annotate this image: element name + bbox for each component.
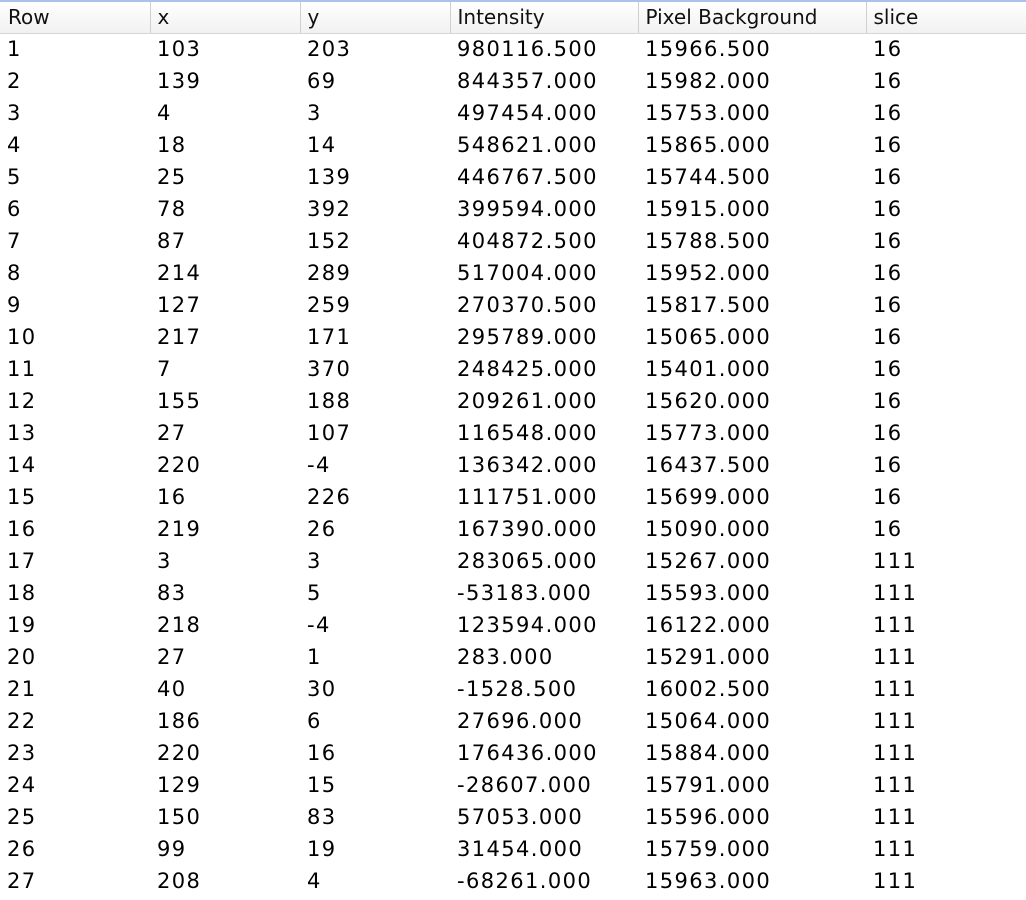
- row-number-cell: 13: [7, 421, 37, 445]
- intensity-cell: 517004.000: [457, 261, 598, 285]
- table-row[interactable]: [0, 65, 1026, 97]
- y-cell: 19: [307, 837, 337, 861]
- x-cell: 103: [157, 37, 202, 62]
- y-cell: 6: [307, 709, 322, 733]
- pixel-background-cell: 15291.000: [645, 645, 772, 669]
- row-number-cell: 27: [7, 869, 37, 893]
- table-row[interactable]: [0, 449, 1026, 481]
- slice-cell: 111: [873, 869, 918, 893]
- y-cell: 392: [307, 197, 352, 221]
- intensity-cell: 446767.500: [457, 165, 598, 189]
- pixel-background-cell: 15753.000: [645, 101, 772, 125]
- slice-cell: 16: [873, 133, 903, 157]
- x-cell: 78: [157, 197, 187, 221]
- slice-cell: 16: [873, 69, 903, 93]
- table-row[interactable]: [0, 193, 1026, 225]
- intensity-cell: 57053.000: [457, 805, 584, 829]
- pixel-background-cell: 16437.500: [645, 453, 772, 477]
- pixel-background-cell: 15759.000: [645, 837, 772, 861]
- y-cell: 3: [307, 549, 322, 573]
- slice-cell: 111: [873, 741, 918, 765]
- slice-cell: 111: [873, 581, 918, 605]
- slice-cell: 111: [873, 613, 918, 637]
- x-cell: 214: [157, 261, 202, 285]
- pixel-background-cell: 15699.000: [645, 485, 772, 509]
- row-number-cell: 11: [7, 357, 37, 381]
- intensity-cell: -68261.000: [457, 869, 593, 893]
- table-row[interactable]: [0, 353, 1026, 385]
- intensity-cell: 116548.000: [457, 421, 598, 445]
- y-cell: 5: [307, 581, 322, 605]
- x-cell: 99: [157, 837, 187, 861]
- x-cell: 27: [157, 645, 187, 669]
- intensity-cell: 497454.000: [457, 101, 598, 125]
- row-number-cell: 10: [7, 325, 37, 349]
- intensity-cell: 136342.000: [457, 453, 598, 477]
- x-cell: 220: [157, 741, 202, 765]
- intensity-cell: 844357.000: [457, 69, 598, 93]
- table-row[interactable]: [0, 705, 1026, 737]
- y-cell: 226: [307, 485, 352, 509]
- x-cell: 150: [157, 805, 202, 829]
- row-number-cell: 14: [7, 453, 37, 477]
- x-cell: 127: [157, 293, 202, 317]
- y-cell: 69: [307, 69, 337, 93]
- column-header-intensity[interactable]: Intensity: [450, 1, 638, 33]
- row-number-cell: 6: [7, 197, 22, 221]
- x-cell: 16: [157, 485, 187, 509]
- row-number-cell: 12: [7, 389, 37, 413]
- y-cell: 16: [307, 741, 337, 765]
- row-number-cell: 22: [7, 709, 37, 733]
- table-row[interactable]: [0, 97, 1026, 129]
- x-cell: 27: [157, 421, 187, 445]
- y-cell: 152: [307, 229, 352, 253]
- x-cell: 83: [157, 581, 187, 605]
- intensity-cell: 176436.000: [457, 741, 598, 765]
- slice-cell: 16: [873, 421, 903, 445]
- slice-cell: 16: [873, 165, 903, 189]
- slice-cell: 16: [873, 517, 903, 541]
- y-cell: 15: [307, 773, 337, 797]
- x-cell: 40: [157, 677, 187, 701]
- intensity-cell: 399594.000: [457, 197, 598, 221]
- intensity-cell: 283065.000: [457, 549, 598, 573]
- intensity-cell: 548621.000: [457, 133, 598, 157]
- y-cell: 30: [307, 677, 337, 701]
- y-cell: 289: [307, 261, 352, 285]
- x-cell: 219: [157, 517, 202, 541]
- x-cell: 7: [157, 357, 172, 381]
- y-cell: 203: [307, 37, 352, 62]
- intensity-cell: 27696.000: [457, 709, 584, 733]
- x-cell: 218: [157, 613, 202, 637]
- y-cell: 83: [307, 805, 337, 829]
- y-cell: 370: [307, 357, 352, 381]
- table-row[interactable]: [0, 289, 1026, 321]
- slice-cell: 111: [873, 805, 918, 829]
- pixel-background-cell: 15064.000: [645, 709, 772, 733]
- pixel-background-cell: 15593.000: [645, 581, 772, 605]
- y-cell: 259: [307, 293, 352, 317]
- row-number-cell: 4: [7, 133, 22, 157]
- table-row[interactable]: [0, 385, 1026, 417]
- x-cell: 25: [157, 165, 187, 189]
- x-cell: 220: [157, 453, 202, 477]
- table-row[interactable]: [0, 33, 1026, 65]
- intensity-cell: 111751.000: [457, 485, 598, 509]
- y-cell: 3: [307, 101, 322, 125]
- row-number-cell: 8: [7, 261, 22, 285]
- slice-cell: 111: [873, 709, 918, 733]
- row-number-cell: 18: [7, 581, 37, 605]
- intensity-cell: 123594.000: [457, 613, 598, 637]
- table-row[interactable]: [0, 481, 1026, 513]
- column-header-x[interactable]: x: [150, 1, 300, 33]
- slice-cell: 16: [873, 261, 903, 285]
- pixel-background-cell: 15982.000: [645, 69, 772, 93]
- table-row[interactable]: [0, 769, 1026, 801]
- row-number-cell: 7: [7, 229, 22, 253]
- y-cell: 188: [307, 389, 352, 413]
- pixel-background-cell: 15401.000: [645, 357, 772, 381]
- table-row[interactable]: [0, 545, 1026, 577]
- row-number-cell: 23: [7, 741, 37, 765]
- intensity-cell: -28607.000: [457, 773, 593, 797]
- slice-cell: 16: [873, 325, 903, 349]
- slice-cell: 16: [873, 485, 903, 509]
- slice-cell: 111: [873, 677, 918, 701]
- x-cell: 3: [157, 549, 172, 573]
- column-header-row[interactable]: Row: [0, 1, 150, 33]
- table-row[interactable]: [0, 513, 1026, 545]
- pixel-background-cell: 15773.000: [645, 421, 772, 445]
- slice-cell: 16: [873, 293, 903, 317]
- x-cell: 18: [157, 133, 187, 157]
- slice-cell: 16: [873, 197, 903, 221]
- x-cell: 139: [157, 69, 202, 93]
- row-number-cell: 2: [7, 69, 22, 93]
- intensity-cell: 980116.500: [457, 37, 598, 62]
- row-number-cell: 17: [7, 549, 37, 573]
- table-row[interactable]: [0, 577, 1026, 609]
- table-row[interactable]: [0, 161, 1026, 193]
- slice-cell: 111: [873, 837, 918, 861]
- row-number-cell: 16: [7, 517, 37, 541]
- pixel-background-cell: 15065.000: [645, 325, 772, 349]
- slice-cell: 16: [873, 229, 903, 253]
- table-row[interactable]: [0, 641, 1026, 673]
- slice-cell: 111: [873, 773, 918, 797]
- pixel-background-cell: 15788.500: [645, 229, 772, 253]
- column-header-slice[interactable]: slice: [866, 1, 1026, 33]
- table-row[interactable]: [0, 833, 1026, 865]
- pixel-background-cell: 16122.000: [645, 613, 772, 637]
- table-body: [0, 33, 1026, 897]
- row-number-cell: 1: [7, 37, 22, 62]
- slice-cell: 111: [873, 645, 918, 669]
- pixel-background-cell: 15090.000: [645, 517, 772, 541]
- y-cell: 26: [307, 517, 337, 541]
- intensity-cell: 209261.000: [457, 389, 598, 413]
- intensity-cell: 404872.500: [457, 229, 598, 253]
- row-number-cell: 26: [7, 837, 37, 861]
- pixel-background-cell: 15817.500: [645, 293, 772, 317]
- y-cell: 171: [307, 325, 352, 349]
- pixel-background-cell: 15915.000: [645, 197, 772, 221]
- slice-cell: 16: [873, 101, 903, 125]
- row-number-cell: 5: [7, 165, 22, 189]
- row-number-cell: 3: [7, 101, 22, 125]
- table-row[interactable]: [0, 737, 1026, 769]
- intensity-cell: 283.000: [457, 645, 554, 669]
- table-header: [0, 1, 1026, 33]
- pixel-background-cell: 15884.000: [645, 741, 772, 765]
- x-cell: 217: [157, 325, 202, 349]
- intensity-cell: 270370.500: [457, 293, 598, 317]
- row-number-cell: 15: [7, 485, 37, 509]
- pixel-background-cell: 15865.000: [645, 133, 772, 157]
- y-cell: 139: [307, 165, 352, 189]
- x-cell: 4: [157, 101, 172, 125]
- row-number-cell: 24: [7, 773, 37, 797]
- pixel-background-cell: 15791.000: [645, 773, 772, 797]
- table-row[interactable]: [0, 321, 1026, 353]
- pixel-background-cell: 15596.000: [645, 805, 772, 829]
- y-cell: -4: [307, 453, 331, 477]
- row-number-cell: 20: [7, 645, 37, 669]
- x-cell: 186: [157, 709, 202, 733]
- row-number-cell: 19: [7, 613, 37, 637]
- intensity-cell: 295789.000: [457, 325, 598, 349]
- pixel-background-cell: 16002.500: [645, 677, 772, 701]
- table-row[interactable]: [0, 801, 1026, 833]
- table-row[interactable]: [0, 609, 1026, 641]
- x-cell: 129: [157, 773, 202, 797]
- header-row: [0, 1, 1026, 33]
- column-header-y[interactable]: y: [300, 1, 450, 33]
- row-number-cell: 25: [7, 805, 37, 829]
- table-row[interactable]: [0, 417, 1026, 449]
- x-cell: 155: [157, 389, 202, 413]
- table-row[interactable]: [0, 129, 1026, 161]
- row-number-cell: 21: [7, 677, 37, 701]
- y-cell: 1: [307, 645, 322, 669]
- intensity-cell: 248425.000: [457, 357, 598, 381]
- slice-cell: 111: [873, 549, 918, 573]
- pixel-background-cell: 15744.500: [645, 165, 772, 189]
- intensity-cell: -53183.000: [457, 581, 593, 605]
- intensity-cell: 167390.000: [457, 517, 598, 541]
- y-cell: 14: [307, 133, 337, 157]
- pixel-background-cell: 15620.000: [645, 389, 772, 413]
- pixel-background-cell: 15963.000: [645, 869, 772, 893]
- intensity-cell: 31454.000: [457, 837, 584, 861]
- y-cell: -4: [307, 613, 331, 637]
- slice-cell: 16: [873, 357, 903, 381]
- y-cell: 4: [307, 869, 322, 893]
- table-row[interactable]: [0, 257, 1026, 289]
- y-cell: 107: [307, 421, 352, 445]
- slice-cell: 16: [873, 389, 903, 413]
- column-header-pixel-background[interactable]: Pixel Background: [638, 1, 866, 33]
- row-number-cell: 9: [7, 293, 22, 317]
- intensity-cell: -1528.500: [457, 677, 578, 701]
- table-row[interactable]: [0, 865, 1026, 897]
- slice-cell: 16: [873, 453, 903, 477]
- slice-cell: 16: [873, 37, 903, 62]
- table-row[interactable]: [0, 673, 1026, 705]
- table-row[interactable]: [0, 225, 1026, 257]
- pixel-background-cell: 15966.500: [645, 37, 772, 62]
- pixel-background-cell: 15952.000: [645, 261, 772, 285]
- x-cell: 208: [157, 869, 202, 893]
- x-cell: 87: [157, 229, 187, 253]
- pixel-background-cell: 15267.000: [645, 549, 772, 573]
